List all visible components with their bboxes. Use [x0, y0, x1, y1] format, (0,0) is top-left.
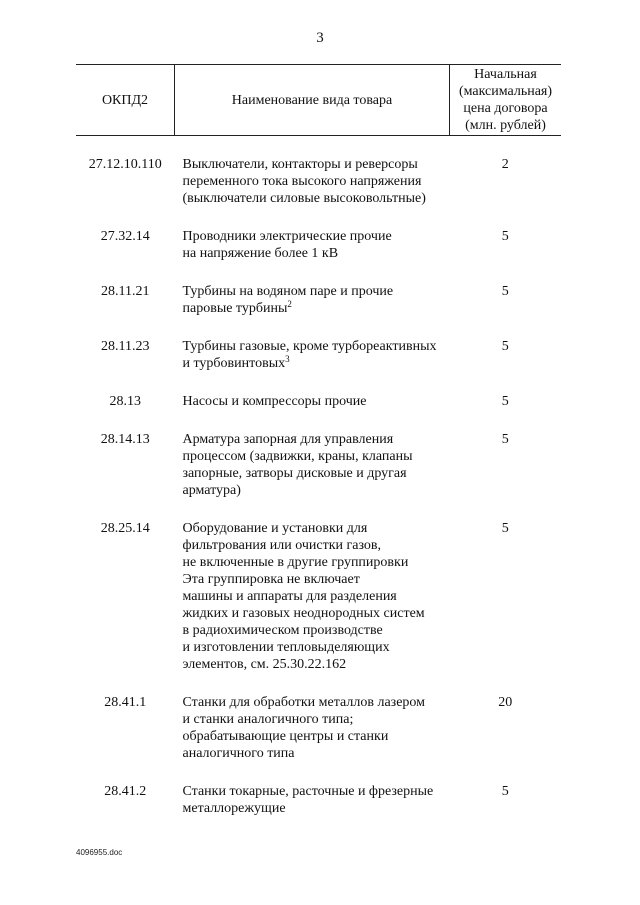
footnote-marker: 2 — [287, 299, 292, 309]
table-body — [76, 136, 561, 839]
row-name-line — [183, 431, 450, 448]
row-code: 28.25.14 — [100, 521, 150, 536]
row-code: 28.11.21 — [101, 284, 150, 299]
row-price: 5 — [501, 284, 509, 299]
table-row — [76, 520, 561, 694]
row-name-text: арматура) — [182, 483, 241, 498]
row-name-line — [183, 448, 450, 465]
row-name-line — [183, 465, 450, 482]
row-name — [175, 783, 450, 838]
row-code: 27.32.14 — [100, 229, 150, 244]
row-name — [175, 520, 450, 694]
row-name-text: запорные, затворы дисковые и другая — [182, 466, 407, 481]
row-name-line — [183, 338, 450, 355]
row-code: 28.41.2 — [104, 784, 147, 799]
row-name — [175, 393, 450, 431]
row-name-line — [183, 783, 450, 800]
row-price: 5 — [501, 521, 509, 536]
row-code: 28.11.23 — [101, 339, 150, 354]
row-price: 5 — [501, 339, 509, 354]
row-name-line — [183, 571, 450, 588]
row-name-line — [183, 482, 450, 499]
row-name-text: Проводники электрические прочие — [182, 229, 392, 244]
row-name-line — [183, 656, 450, 673]
row-name-text: переменного тока высокого напряжения — [182, 174, 422, 189]
footnote-marker: 3 — [285, 354, 290, 364]
row-name-text: не включенные в другие группировки — [182, 555, 409, 570]
header-price-line: (млн. рублей) — [465, 118, 546, 133]
row-name-text: Турбины на водяном паре и прочие — [182, 284, 394, 299]
row-name-text: процессом (задвижки, краны, клапаны — [182, 449, 413, 464]
row-name-text: паровые турбины — [182, 301, 288, 316]
row-code: 27.12.10.110 — [88, 157, 162, 172]
row-name-text: машины и аппараты для разделения — [182, 589, 397, 604]
row-name-line — [183, 190, 450, 207]
header-price-line: Начальная — [474, 67, 537, 82]
page-number: 3 — [316, 30, 324, 46]
table-header-row — [76, 65, 561, 136]
row-name-text: Арматура запорная для управления — [182, 432, 394, 447]
row-price: 20 — [498, 695, 513, 710]
row-name-text: Турбины газовые, кроме турбореактивных — [182, 339, 437, 354]
row-price: 2 — [501, 157, 509, 172]
row-name-line — [183, 393, 450, 410]
row-name-line — [183, 156, 450, 173]
table-row — [76, 338, 561, 393]
row-name-line — [183, 283, 450, 300]
row-name-text: Выключатели, контакторы и реверсоры — [182, 157, 418, 172]
row-name-text: (выключатели силовые высоковольтные) — [182, 191, 426, 206]
row-name-line — [183, 554, 450, 571]
header-price-line: (максимальная) — [458, 84, 553, 99]
row-name-text: фильтрования или очистки газов, — [182, 538, 382, 553]
row-code: 28.41.1 — [104, 695, 147, 710]
row-name-line — [183, 520, 450, 537]
row-name-line — [183, 355, 450, 372]
table-row — [76, 694, 561, 783]
header-name: Наименование вида товара — [175, 65, 450, 136]
table-row — [76, 431, 561, 520]
table-row — [76, 136, 561, 229]
header-price-line: цена договора — [463, 101, 548, 116]
row-name-text: Станки для обработки металлов лазером — [182, 695, 425, 710]
row-code: 28.14.13 — [100, 432, 150, 447]
row-name — [175, 431, 450, 520]
header-price — [450, 65, 562, 136]
row-name-line — [183, 694, 450, 711]
table-row — [76, 283, 561, 338]
row-name-text: Эта группировка не включает — [182, 572, 360, 587]
row-price: 5 — [501, 394, 509, 409]
row-name-text: элементов, см. 25.30.22.162 — [182, 657, 347, 672]
row-name-text: обрабатывающие центры и станки — [182, 729, 389, 744]
row-name — [175, 283, 450, 338]
row-name-line — [183, 728, 450, 745]
row-name-text: металлорежущие — [182, 801, 286, 816]
row-name-line — [183, 800, 450, 817]
document-filename: 4096955.doc — [76, 848, 123, 857]
row-name-text: на напряжение более 1 кВ — [182, 246, 339, 261]
row-name-text: аналогичного типа — [182, 746, 295, 761]
row-name-text: жидких и газовых неоднородных систем — [182, 606, 425, 621]
row-name-text: и турбовинтовых — [182, 356, 286, 371]
row-name-line — [183, 228, 450, 245]
row-name-text: в радиохимическом производстве — [182, 623, 383, 638]
row-name-line — [183, 245, 450, 262]
row-name-line — [183, 711, 450, 728]
row-name-line — [183, 745, 450, 762]
row-name — [175, 338, 450, 393]
row-name-text: Насосы и компрессоры прочие — [182, 394, 367, 409]
row-name-text: Оборудование и установки для — [182, 521, 368, 536]
row-name-text: Станки токарные, расточные и фрезерные — [182, 784, 434, 799]
header-code: ОКПД2 — [76, 65, 175, 136]
table-row — [76, 228, 561, 283]
row-name-line — [183, 588, 450, 605]
row-name — [175, 136, 450, 229]
table-row — [76, 393, 561, 431]
row-name-line — [183, 173, 450, 190]
row-price: 5 — [501, 432, 509, 447]
goods-table — [76, 64, 561, 838]
row-price: 5 — [501, 229, 509, 244]
row-name — [175, 694, 450, 783]
row-name-line — [183, 622, 450, 639]
row-name — [175, 228, 450, 283]
row-name-line — [183, 537, 450, 554]
row-name-text: и станки аналогичного типа; — [182, 712, 354, 727]
row-name-line — [183, 605, 450, 622]
row-name-line — [183, 300, 450, 317]
row-name-line — [183, 639, 450, 656]
table-row — [76, 783, 561, 838]
row-name-text: и изготовлении тепловыделяющих — [182, 640, 390, 655]
row-code: 28.13 — [109, 394, 141, 409]
row-price: 5 — [501, 784, 509, 799]
